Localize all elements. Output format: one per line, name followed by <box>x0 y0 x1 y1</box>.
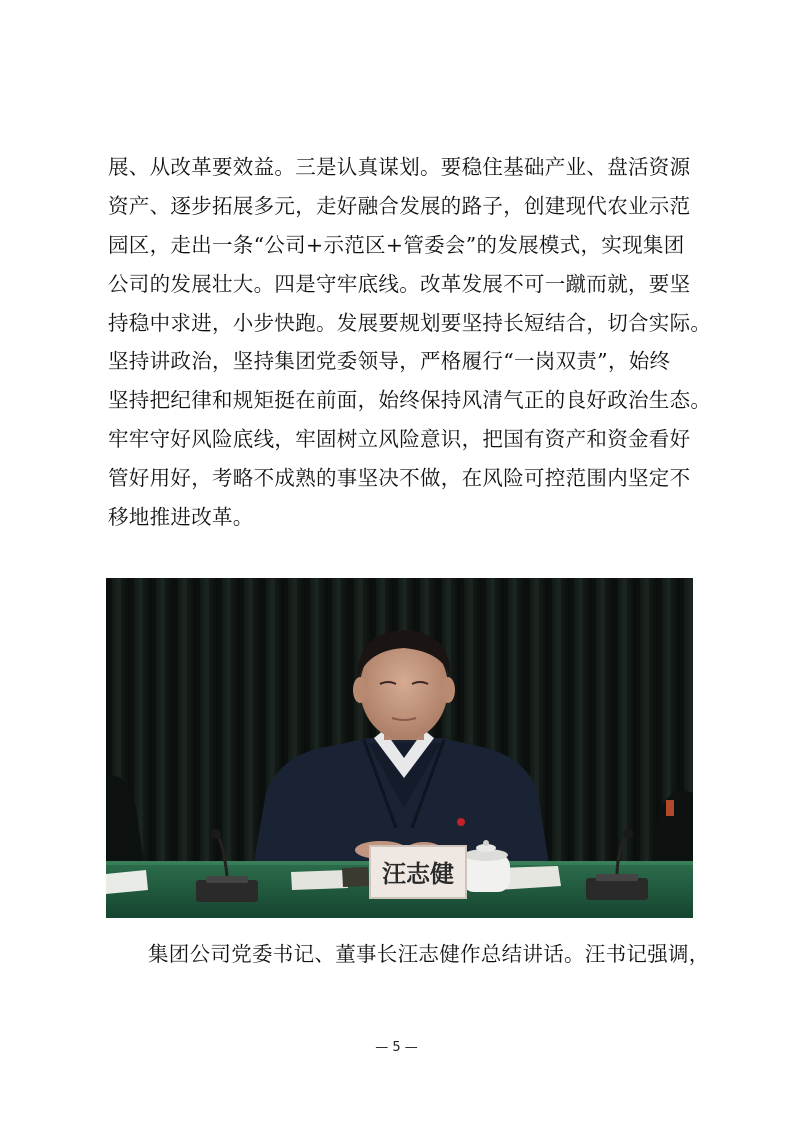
microphone-icon <box>586 878 648 900</box>
paper <box>106 870 148 894</box>
body-line: 园区，走出一条“公司+示范区+管委会”的发展模式，实现集团 <box>108 232 685 257</box>
body-line: 管好用好，考略不成熟的事坚决不做，在风险可控范围内坚定不 <box>108 466 691 491</box>
page-number: — 5 — <box>375 1040 418 1055</box>
body-text <box>108 148 712 537</box>
body-line: 牢牢守好风险底线，牢固树立风险意识，把国有资产和资金看好 <box>108 427 691 452</box>
paper <box>291 870 348 890</box>
body-line: 展、从改革要效益。三是认真谋划。要稳住基础产业、盘活资源 <box>108 155 691 179</box>
body-line: 移地推进改革。 <box>108 505 254 530</box>
right-flag <box>666 800 674 816</box>
body-line: 坚持讲政治，坚持集团党委领导，严格履行“一岗双责”，始终 <box>108 349 671 374</box>
badge-icon <box>457 818 465 826</box>
speaker-photo <box>106 578 693 918</box>
body-line: 公司的发展壮大。四是守牢底线。改革发展不可一蹴而就，要坚 <box>108 271 691 296</box>
notebook <box>342 867 369 887</box>
body-line: 持稳中求进，小步快跑。发展要规划要坚持长短结合，切合实际。 <box>108 310 712 335</box>
speaker-photo-illustration <box>106 578 693 918</box>
nameplate-text: 汪志健 <box>382 859 454 888</box>
body-line: 坚持把纪律和规矩挺在前面，始终保持风清气正的良好政治生态。 <box>108 388 712 413</box>
body-line: 资产、逐步拓展多元，走好融合发展的路子，创建现代农业示范 <box>108 193 691 218</box>
photo-caption: 集团公司党委书记、董事长汪志健作总结讲话。汪书记强调， <box>148 942 710 966</box>
microphone-icon <box>196 880 258 902</box>
